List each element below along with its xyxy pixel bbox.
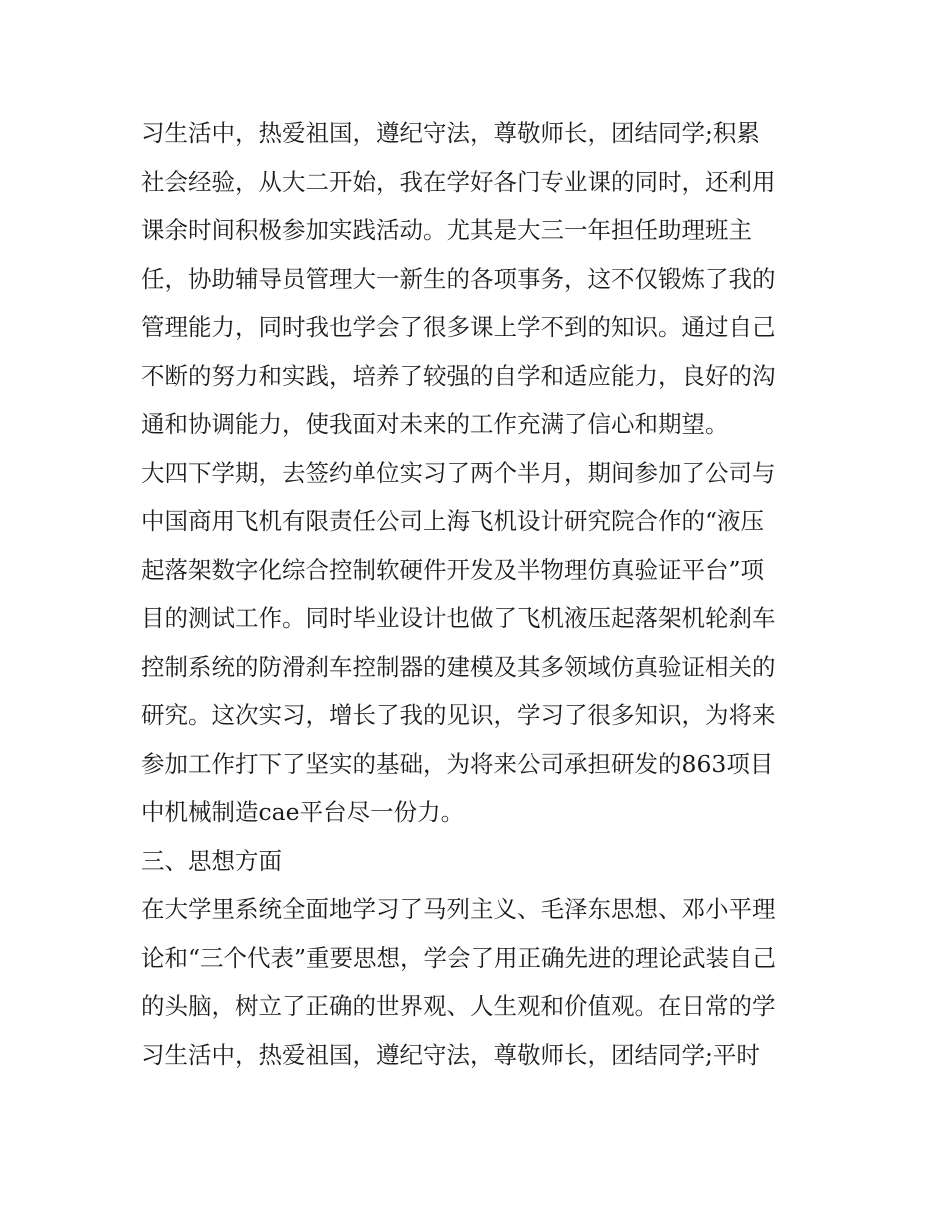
text-line: 通和协调能力，使我面对未来的工作充满了信心和期望。	[141, 410, 729, 438]
text-line: 管理能力，同时我也学会了很多课上学不到的知识。通过自己	[141, 313, 776, 341]
text-line: 起落架数字化综合控制软硬件开发及半物理仿真验证平台”项	[141, 555, 765, 584]
text-line: 习生活中，热爱祖国，遵纪守法，尊敬师长，团结同学;平时	[141, 1040, 760, 1069]
text-line: 不断的努力和实践，培养了较强的自学和适应能力，良好的沟	[141, 361, 776, 390]
text-line: 中国商用飞机有限责任公司上海飞机设计研究院合作的“液压	[141, 507, 765, 535]
text-line: 习生活中，热爱祖国，遵纪守法，尊敬师长，团结同学;积累	[141, 119, 760, 147]
body-text	[141, 109, 821, 1079]
text-line: 参加工作打下了坚实的基础，为将来公司承担研发的863项目	[141, 749, 774, 778]
text-line: 任，协助辅导员管理大一新生的各项事务，这不仅锻炼了我的	[141, 264, 776, 293]
text-line: 控制系统的防滑刹车控制器的建模及其多领域仿真验证相关的	[141, 652, 776, 681]
text-line: 中机械制造cae平台尽一份力。	[141, 798, 465, 826]
text-line: 大四下学期，去签约单位实习了两个半月，期间参加了公司与	[141, 458, 776, 487]
text-line: 研究。这次实习，增长了我的见识，学习了很多知识，为将来	[141, 701, 776, 729]
text-line: 目的测试工作。同时毕业设计也做了飞机液压起落架机轮刹车	[141, 604, 776, 632]
text-line: 课余时间积极参加实践活动。尤其是大三一年担任助理班主	[141, 216, 752, 244]
text-line: 的头脑，树立了正确的世界观、人生观和价值观。在日常的学	[141, 992, 776, 1020]
text-line: 社会经验，从大二开始，我在学好各门专业课的同时，还利用	[141, 167, 776, 196]
section-heading: 三、思想方面	[141, 846, 282, 875]
text-line: 在大学里系统全面地学习了马列主义、毛泽东思想、邓小平理	[141, 895, 776, 923]
text-line: 论和“三个代表”重要思想，学会了用正确先进的理论武装自己	[141, 943, 777, 972]
